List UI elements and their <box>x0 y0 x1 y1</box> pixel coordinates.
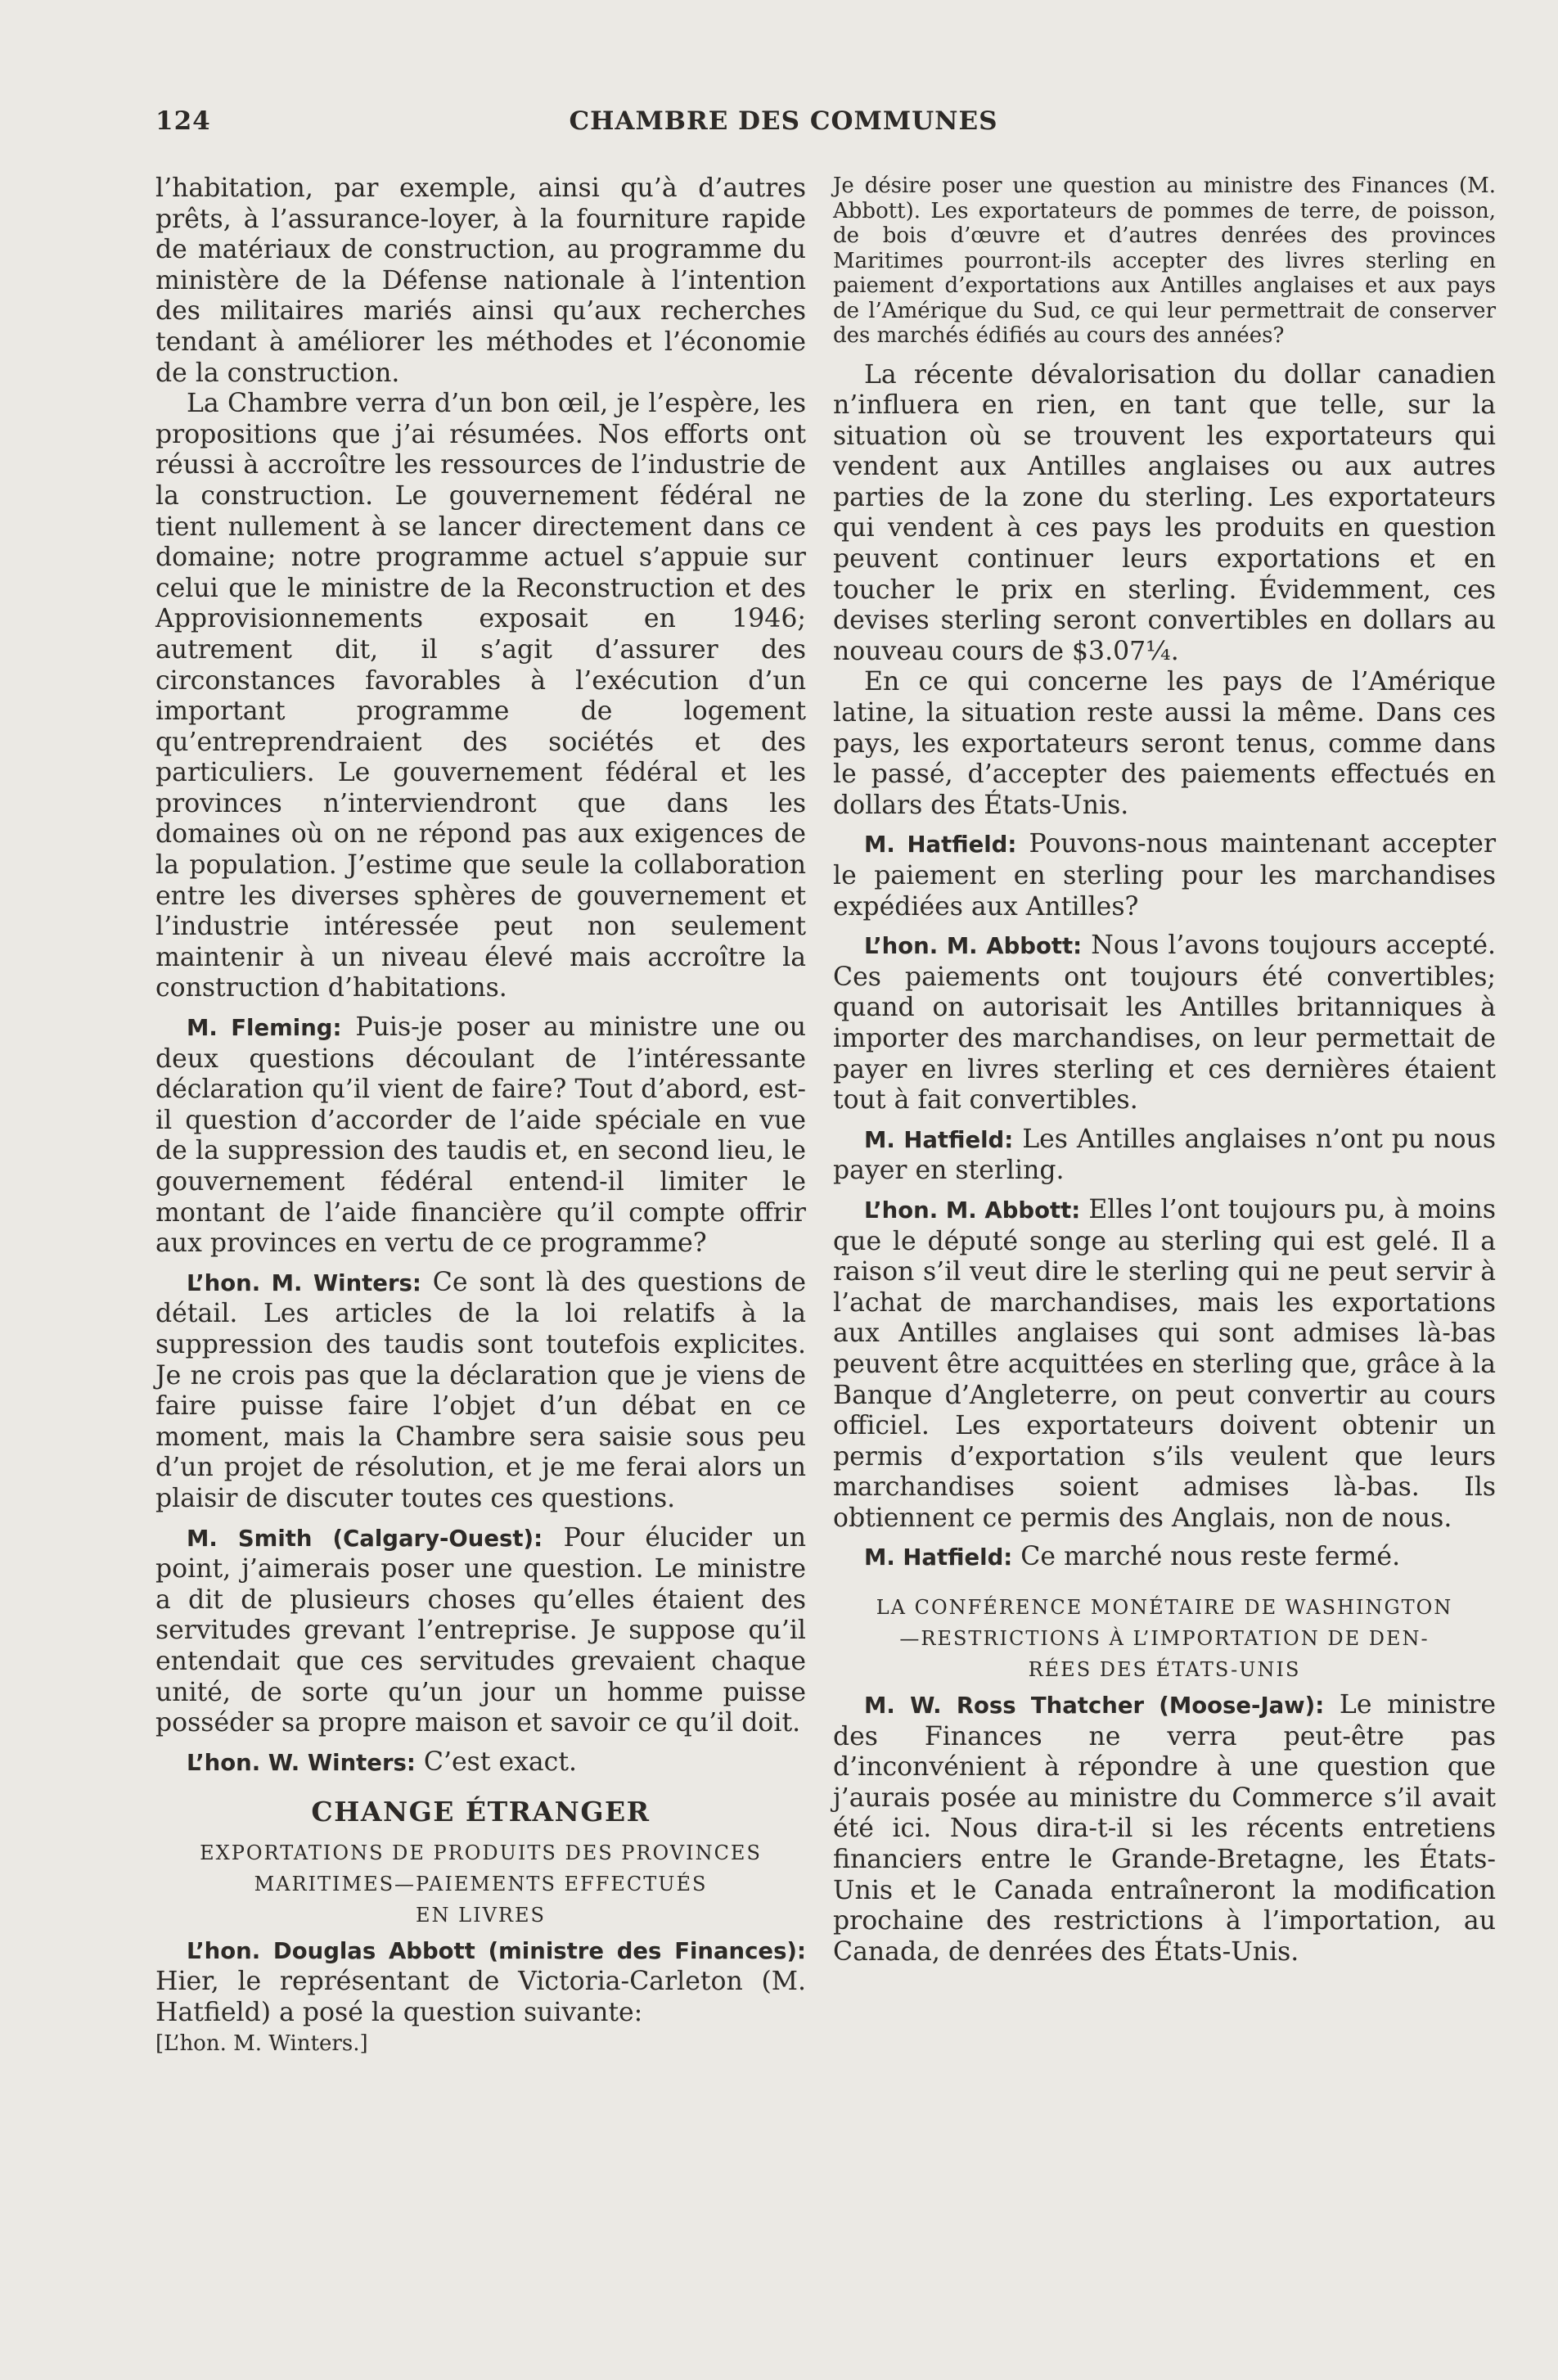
speech-text: Puis-je poser au ministre une ou deux questions découlant de l’intéressante déclaration qu’il vient de faire? Tout d’abord, est-il question d’accorder de l’aide spéciale en vue de la suppression des taudis et, en second lieu, le gouvernement fédéral entend-il limiter le montant de l’aide financière qu’il compte offrir aux provinces en vertu de ce programme? <box>155 1012 806 1259</box>
speech-paragraph <box>833 1195 1496 1535</box>
speech-text: Nous l’avons toujours accepté. Ces paiements ont toujours été convertibles; quand on autorisait les Antilles britanniques à importer des marchandises, on leur permettait de payer en livres sterling et ces dernières étaient tout à fait convertibles. <box>833 931 1496 1116</box>
subheading <box>155 1837 806 1931</box>
speaker-name: M. Hatfield: <box>864 1126 1014 1153</box>
paragraph: La Chambre verra d’un bon œil, je l’espère, les propositions que j’ai résumées. Nos efforts ont réussi à accroître les ressources de l’industrie de la construction. Le gouvernement fédéral ne tient nullement à se lancer directement dans ce domaine; notre programme actuel s’appuie sur celui que le ministre de la Reconstruction et des Approvisionnements exposait en 1946; autrement dit, il s’agit d’assurer des circonstances favorables à l’exécution d’un important programme de logement qu’entreprendraient des sociétés et des particuliers. Le gouvernement fédéral et les provinces n’interviendront que dans les domaines où on ne répond pas aux exigences de la population. J’estime que seule la collaboration entre les diverses sphères de gouvernement et l’industrie intéressée peut non seulement maintenir à un niveau élevé mais accroître la construction d’habitations. <box>155 389 806 1003</box>
section-heading: CHANGE ÉTRANGER <box>311 1796 651 1828</box>
speech-paragraph <box>833 1690 1496 1968</box>
speech-text: Elles l’ont toujours pu, à moins que le député songe au sterling qui est gelé. Il a raison s’il veut dire le sterling qui ne peut servir à l’achat de marchandises, mais les exportations aux Antilles anglaises qui sont admises là-bas peuvent être acquittées en sterling que, grâce à la Banque d’Angleterre, on peut convertir au cours officiel. Les exportateurs doivent obtenir un permis d’exportation s’ils veulent que leurs marchandises soient admises là-bas. Ils obtiennent ce permis des Anglais, non de nous. <box>833 1194 1496 1533</box>
speaker-name: M. Smith (Calgary-Ouest): <box>187 1525 543 1552</box>
speaker-name: M. Hatfield: <box>864 1544 1013 1571</box>
subheading-line: —RESTRICTIONS À L’IMPORTATION DE DEN- <box>899 1627 1430 1651</box>
subheading-line: EN LIVRES <box>416 1903 546 1927</box>
speech-paragraph <box>833 931 1496 1116</box>
subheading-line: EXPORTATIONS DE PRODUITS DES PROVINCES <box>200 1841 762 1864</box>
speech-text: Le ministre des Finances ne verra peut-être pas d’inconvénient à répondre à une question que j’aurais posée au ministre du Commerce s’il avait été ici. Nous dira-t-il si les récents entretiens financiers entre le Grande-Bretagne, les États-Unis et le Canada entraîneront la modification prochaine des restrictions à l’importation, au Canada, de denrées des États-Unis. <box>833 1690 1496 1967</box>
running-title: CHAMBRE DES COMMUNES <box>569 106 998 136</box>
page-number: 124 <box>155 106 211 136</box>
speech-paragraph <box>833 1125 1496 1187</box>
paragraph: l’habitation, par exemple, ainsi qu’à d’autres prêts, à l’assurance-loyer, à la fourniture rapide de matériaux de construction, au programme du ministère de la Défense nationale à l’intention des militaires mariés ainsi qu’aux recherches tendant à améliorer les méthodes et l’économie de la construction. <box>155 174 806 388</box>
speech-text: Pour élucider un point, j’aimerais poser une question. Le ministre a dit de plusieurs choses qu’elles étaient des servitudes grevant l’entreprise. Je suppose qu’il entendait que ces servitudes grevaient chaque unité, de sorte qu’un jour un homme puisse posséder sa propre maison et savoir ce qu’il doit. <box>155 1522 806 1738</box>
subheading <box>833 1592 1496 1685</box>
quoted-question: Je désire poser une question au ministre des Finances (M. Abbott). Les exportateurs de pommes de terre, de poisson, de bois d’œuvre et d’autres denrées des provinces Maritimes pourront-ils accepter des livres sterling en paiement d’exportations aux Antilles anglaises et aux pays de l’Amérique du Sud, ce qui leur permettrait de conserver des marchés édifiés au cours des années? <box>833 174 1496 348</box>
speaker-name: L’hon. Douglas Abbott (ministre des Finances): <box>187 1937 806 1964</box>
paragraph: En ce qui concerne les pays de l’Amérique latine, la situation reste aussi la même. Dans ces pays, les exportateurs seront tenus, comme dans le passé, d’accepter des paiements effectués en dollars des États-Unis. <box>833 667 1496 820</box>
speech-paragraph <box>155 1523 806 1739</box>
paragraph: La récente dévalorisation du dollar canadien n’influera en rien, en tant que telle, sur la situation où se trouvent les exportateurs qui vendent aux Antilles anglaises ou aux autres parties de la zone du sterling. Les exportateurs qui vendent à ces pays les produits en question peuvent continuer leurs exportations et en toucher le prix en sterling. Évidemment, ces devises sterling seront convertibles en dollars au nouveau cours de $3.07¼. <box>833 359 1496 666</box>
speaker-name: M. W. Ross Thatcher (Moose-Jaw): <box>864 1693 1325 1720</box>
speaker-name: L’hon. W. Winters: <box>187 1749 416 1776</box>
speech-paragraph <box>155 1936 806 2029</box>
right-column <box>833 174 1496 1968</box>
speech-paragraph <box>833 829 1496 922</box>
speech-text: Ce marché nous reste fermé. <box>1012 1542 1401 1572</box>
speaker-name: L’hon. M. Abbott: <box>864 933 1083 960</box>
page-header <box>155 106 1412 156</box>
speech-text: C’est exact. <box>415 1747 577 1777</box>
speech-text: Ce sont là des questions de détail. Les articles de la loi relatifs à la suppression des taudis sont toutefois explicites. Je ne crois pas que la déclaration que je viens de faire puisse faire l’objet d’un débat en ce moment, mais la Chambre sera saisie sous peu d’un projet de résolution, et je me ferai alors un plaisir de discuter toutes ces questions. <box>155 1267 806 1513</box>
footer-note: [L’hon. M. Winters.] <box>155 2031 368 2056</box>
speech-text: Les Antilles anglaises n’ont pu nous payer en sterling. <box>833 1124 1497 1186</box>
subheading-line: LA CONFÉRENCE MONÉTAIRE DE WASHINGTON <box>876 1596 1453 1620</box>
left-column <box>155 174 806 2059</box>
subheading-line: RÉES DES ÉTATS-UNIS <box>1028 1658 1301 1682</box>
speaker-name: L’hon. M. Winters: <box>187 1269 421 1296</box>
subheading-line: MARITIMES—PAIEMENTS EFFECTUÉS <box>254 1872 708 1895</box>
speech-paragraph <box>155 1747 806 1779</box>
speech-text: Pouvons-nous maintenant accepter le paiement en sterling pour les marchandises expédiées aux Antilles? <box>833 829 1496 922</box>
speech-paragraph <box>155 1268 806 1515</box>
speech-text: Hier, le représentant de Victoria-Carleton (M. Hatfield) a posé la question suivante: <box>155 1967 806 2028</box>
speaker-name: M. Hatfield: <box>864 832 1017 859</box>
speaker-name: L’hon. M. Abbott: <box>864 1197 1081 1224</box>
speech-paragraph <box>833 1542 1496 1574</box>
speaker-name: M. Fleming: <box>187 1015 342 1042</box>
speech-paragraph <box>155 1012 806 1260</box>
